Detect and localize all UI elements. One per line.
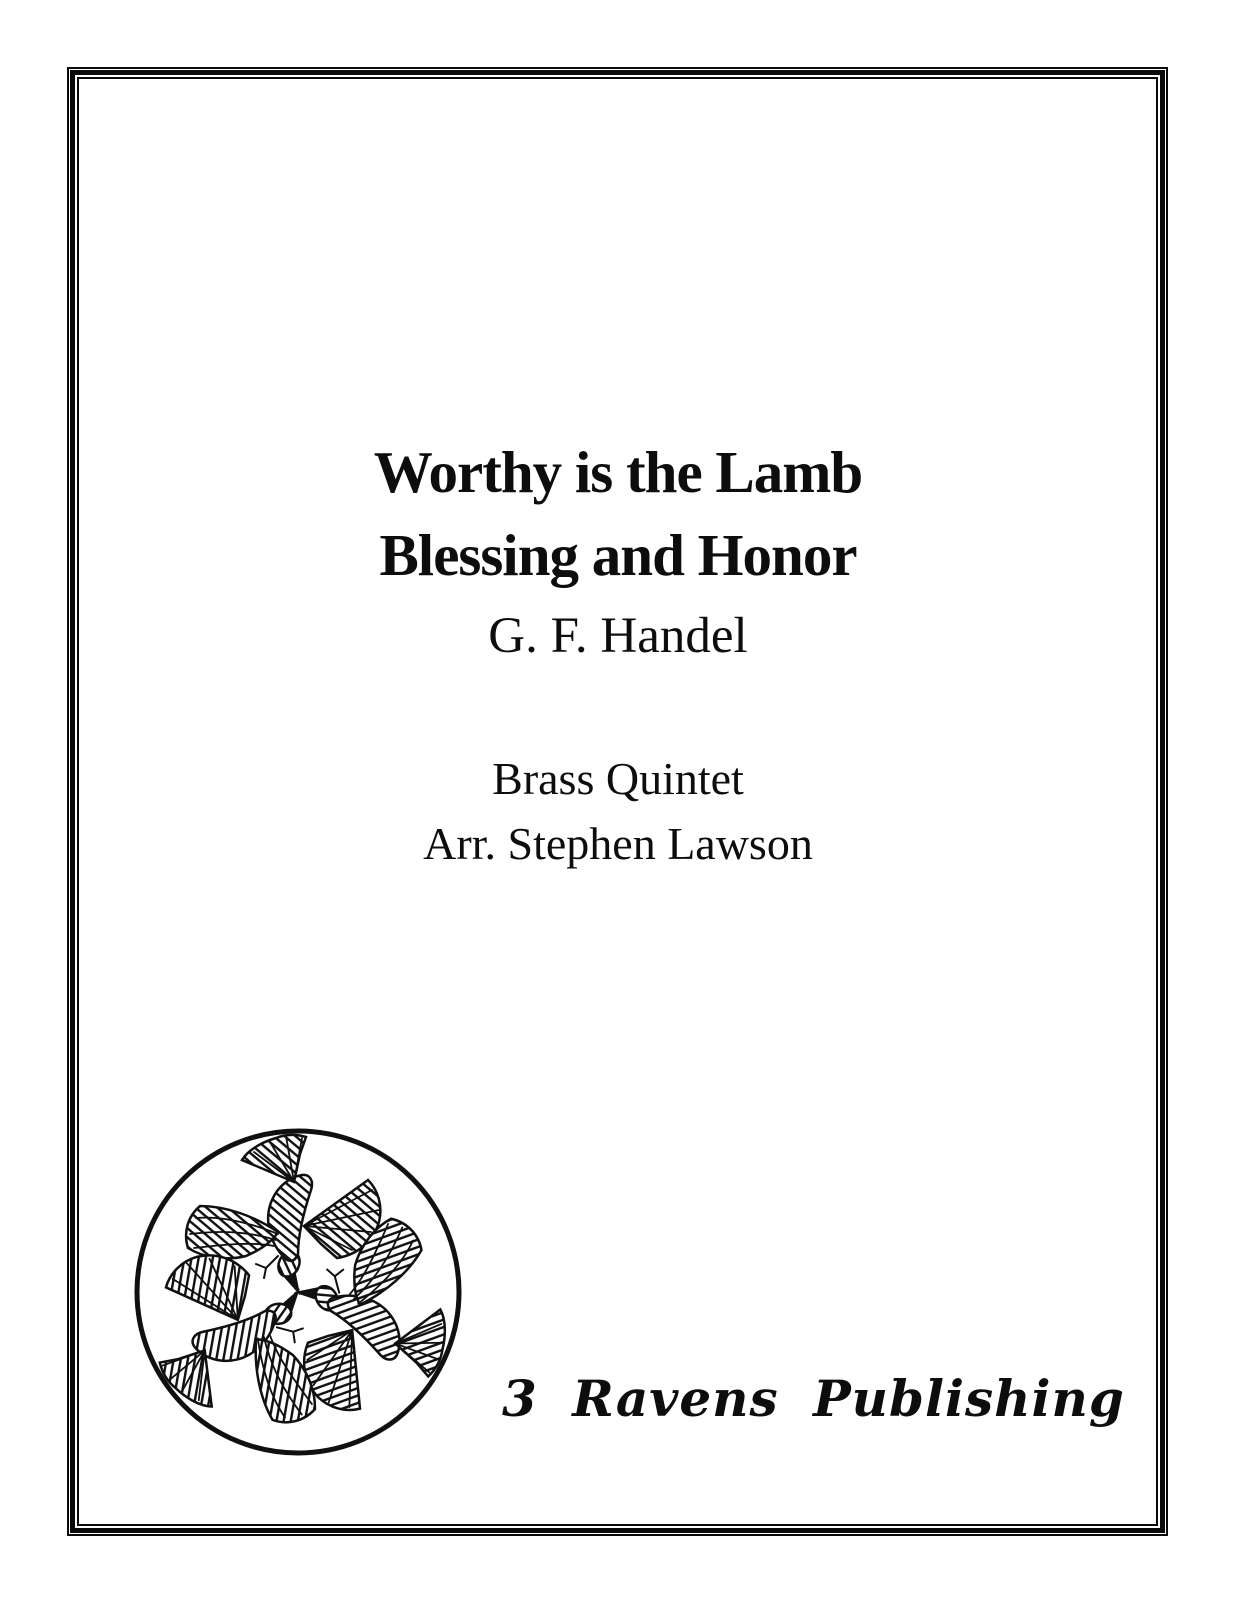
piece-title-line1: Worthy is the Lamb: [373, 439, 863, 505]
composer-name: G. F. Handel: [488, 608, 748, 664]
ensemble-label: Brass Quintet: [492, 753, 744, 804]
publisher-name: 3 Ravens Publishing: [502, 1369, 1125, 1428]
piece-title-line2: Blessing and Honor: [379, 522, 857, 588]
arranger-name: Arr. Stephen Lawson: [423, 818, 813, 869]
three-ravens-logo-icon: [128, 1122, 468, 1462]
